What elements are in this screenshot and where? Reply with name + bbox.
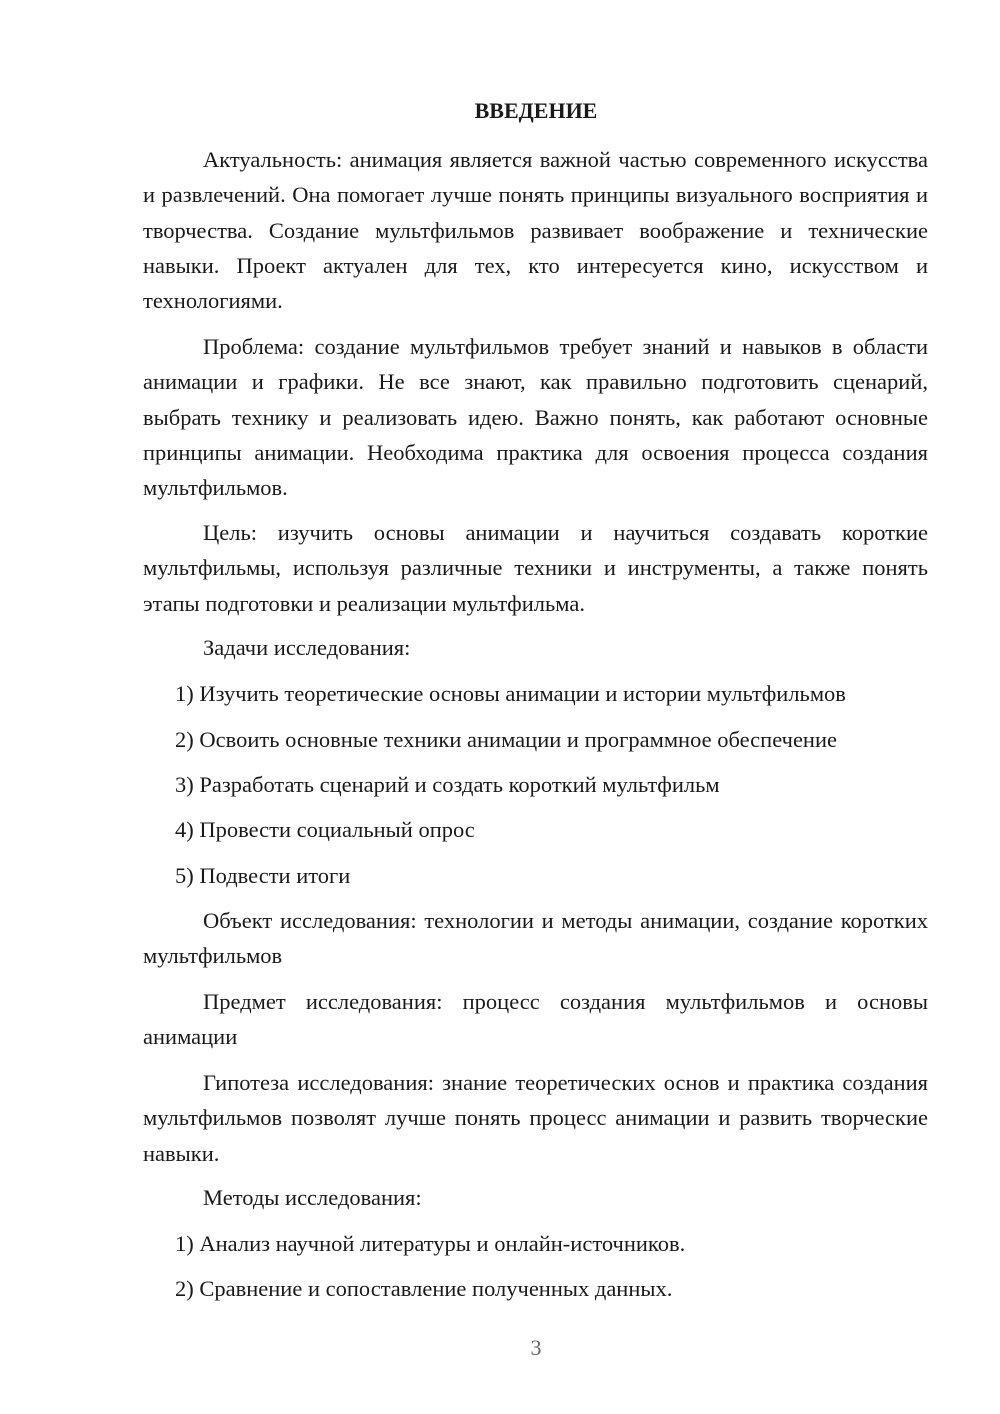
paragraph-relevance [143, 142, 928, 318]
methods-heading: Методы исследования: [203, 1185, 422, 1210]
paragraph-problem [143, 329, 928, 505]
task-item: 2) Освоить основные техники анимации и программное обеспечение [175, 727, 838, 752]
paragraph-goal-text: Цель: изучить основы анимации и научиться создавать короткие мультфильмы, используя различные техники и инструменты, а также понять этапы подготовки и реализации мультфильма. [143, 520, 928, 616]
paragraph-object-text: Объект исследования: технологии и методы анимации, создание коротких мультфильмов [143, 908, 928, 969]
paragraph-subject [143, 984, 928, 1055]
paragraph-problem-text: Проблема: создание мультфильмов требует знаний и навыков в области анимации и графики. Не все знают, как правильно подготовить сценарий, выбрать технику и реализовать идею. Важно понять, как работают основные принципы анимации. Необходима практика для освоения процесса создания мультфильмов. [143, 334, 928, 501]
task-item: 4) Провести социальный опрос [175, 817, 475, 842]
paragraph-hypothesis [143, 1065, 928, 1171]
paragraph-hypothesis-text: Гипотеза исследования: знание теоретических основ и практика создания мультфильмов позволят лучше понять процесс анимации и развить творческие навыки. [143, 1070, 928, 1166]
task-item: 1) Изучить теоретические основы анимации и истории мультфильмов [175, 681, 846, 706]
method-item: 1) Анализ научной литературы и онлайн-источников. [175, 1231, 686, 1256]
method-item: 2) Сравнение и сопоставление полученных данных. [175, 1276, 673, 1301]
page-title: ВВЕДЕНИЕ [474, 98, 598, 123]
task-item: 3) Разработать сценарий и создать короткий мультфильм [175, 772, 720, 797]
task-item: 5) Подвести итоги [175, 863, 351, 888]
tasks-heading: Задачи исследования: [203, 635, 411, 660]
paragraph-goal [143, 515, 928, 621]
paragraph-subject-text: Предмет исследования: процесс создания мультфильмов и основы анимации [143, 989, 928, 1050]
paragraph-object [143, 903, 928, 974]
paragraph-relevance-text: Актуальность: анимация является важной частью современного искусства и развлечений. Она помогает лучше понять принципы визуального восприятия и творчества. Создание мультфильмов развивает воображение и технические навыки. Проект актуален для тех, кто интересуется кино, искусством и технологиями. [143, 147, 928, 314]
page-number: 3 [530, 1335, 542, 1360]
